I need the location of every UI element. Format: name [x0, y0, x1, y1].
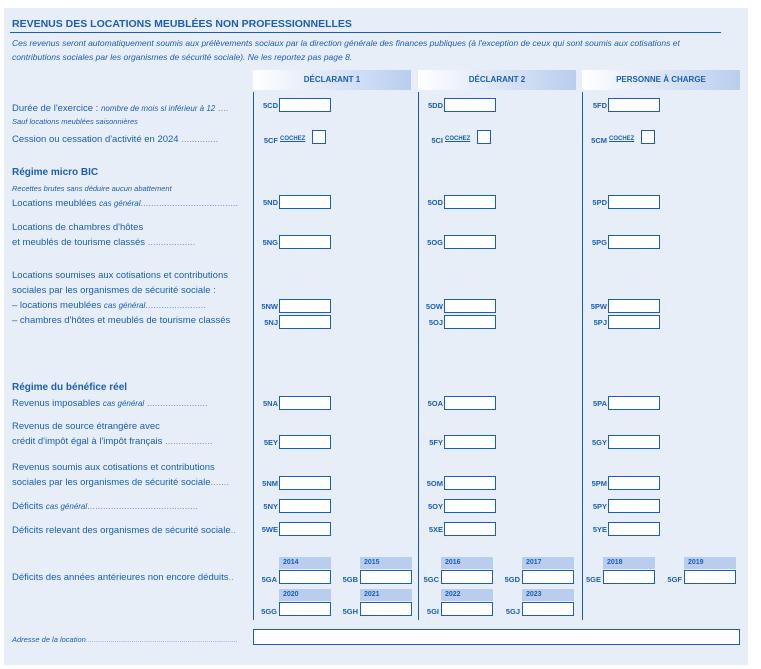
- field-code-5cd: 5CD: [262, 101, 278, 110]
- field-code-5nm: 5NM: [262, 479, 278, 488]
- label-chambres-2: et meublés de tourisme classés ..................: [12, 237, 196, 248]
- heading-micro-bic: Régime micro BIC: [12, 167, 99, 178]
- input-5ny[interactable]: [279, 499, 331, 513]
- field-code-5gc: 5GC: [423, 575, 439, 584]
- checkbox-5cf[interactable]: [312, 130, 326, 144]
- label-rev-imp: Revenus imposables cas général .......................: [12, 398, 208, 409]
- adresse-field[interactable]: [253, 629, 740, 645]
- column-declarant-1: DÉCLARANT 1: [253, 70, 411, 90]
- year-label: 2018: [603, 557, 655, 569]
- field-code-5gi: 5GI: [426, 607, 439, 616]
- field-code-5ny: 5NY: [263, 502, 278, 511]
- label-soumises-3: – locations meublées cas général.......................: [12, 300, 206, 311]
- input-5fy[interactable]: [444, 435, 496, 449]
- label-duree-sub: Sauf locations meublées saisonnières: [12, 117, 138, 126]
- year-label: 2020: [279, 589, 331, 601]
- year-label: 2022: [441, 589, 493, 601]
- input-5pa[interactable]: [608, 396, 660, 410]
- input-5gg[interactable]: [279, 602, 331, 616]
- year-label: 2016: [441, 557, 493, 569]
- label-soumises-4: – chambres d'hôtes et meublés de tourisme classés: [12, 315, 231, 326]
- field-code-5pj: 5PJ: [593, 318, 607, 327]
- input-5we[interactable]: [279, 522, 331, 536]
- input-5og[interactable]: [444, 235, 496, 249]
- input-5ow[interactable]: [444, 299, 496, 313]
- label-chambres-1: Locations de chambres d'hôtes: [12, 222, 144, 233]
- label-soumises-1: Locations soumises aux cotisations et contributions: [12, 270, 228, 281]
- field-code-5om: 5OM: [426, 479, 443, 488]
- input-5ga[interactable]: [279, 570, 331, 584]
- input-5od[interactable]: [444, 195, 496, 209]
- field-code-5nd: 5ND: [262, 198, 278, 207]
- input-5oy[interactable]: [444, 499, 496, 513]
- coche-label: COCHEZ: [609, 136, 635, 142]
- label-rev-soumis-1: Revenus soumis aux cotisations et contributions: [12, 462, 215, 473]
- label-adresse: Adresse de la location.........................................................................: [12, 635, 238, 644]
- input-5cd[interactable]: [279, 98, 331, 112]
- field-code-5gh: 5GH: [342, 607, 358, 616]
- input-5oj[interactable]: [444, 315, 496, 329]
- input-5gc[interactable]: [441, 570, 493, 584]
- column-divider: [418, 92, 419, 620]
- field-code-5oj: 5OJ: [428, 318, 443, 327]
- year-label: 2014: [279, 557, 331, 569]
- input-5nm[interactable]: [279, 476, 331, 490]
- input-5pg[interactable]: [608, 235, 660, 249]
- field-code-5nj: 5NJ: [264, 318, 278, 327]
- field-code-5od: 5OD: [427, 198, 443, 207]
- field-code-5xe: 5XE: [428, 525, 443, 534]
- intro-text: Ces revenus seront automatiquement soumis aux prélèvements sociaux par la direction générale des finances publiques (à l'exception de ceux qui sont soumis aux cotisations et contributions sociales par les organismes de sécurité sociale). Ne les reportez pas page 8.: [12, 38, 680, 62]
- field-code-5nw: 5NW: [261, 302, 278, 311]
- year-label: 2023: [522, 589, 574, 601]
- field-code-5gb: 5GB: [342, 575, 358, 584]
- field-code-5gg: 5GG: [261, 607, 277, 616]
- column-divider: [253, 92, 254, 620]
- input-5na[interactable]: [279, 396, 331, 410]
- field-code-5na: 5NA: [262, 399, 278, 408]
- input-5ge[interactable]: [603, 570, 655, 584]
- field-code-5gy: 5GY: [591, 438, 607, 447]
- input-5fd[interactable]: [608, 98, 660, 112]
- title-rule: [10, 32, 721, 33]
- input-5nj[interactable]: [279, 315, 331, 329]
- input-5oa[interactable]: [444, 396, 496, 410]
- field-code-5ye: 5YE: [592, 525, 607, 534]
- label-etranger-2: crédit d'impôt égal à l'impôt français ..................: [12, 436, 213, 447]
- label-deficits-secu: Déficits relevant des organismes de sécurité sociale..: [12, 525, 236, 536]
- field-code-5gd: 5GD: [504, 575, 520, 584]
- coche-label: COCHEZ: [280, 136, 306, 142]
- column-declarant-2: DÉCLARANT 2: [418, 70, 576, 90]
- field-code-5ng: 5NG: [262, 238, 278, 247]
- input-5gj[interactable]: [522, 602, 574, 616]
- field-code-5oa: 5OA: [427, 399, 443, 408]
- input-5pw[interactable]: [608, 299, 660, 313]
- input-5py[interactable]: [608, 499, 660, 513]
- label-deficits: Déficits cas général..........................................: [12, 501, 199, 512]
- field-code-5pw: 5PW: [590, 302, 607, 311]
- label-duree: Durée de l'exercice : nombre de mois si inférieur à 12 ....: [12, 103, 229, 114]
- input-5pd[interactable]: [608, 195, 660, 209]
- label-micro-sub: Recettes brutes sans déduire aucun abattement: [12, 184, 172, 193]
- coche-label: COCHEZ: [445, 136, 471, 142]
- field-code-5fy: 5FY: [429, 438, 443, 447]
- input-5gd[interactable]: [522, 570, 574, 584]
- field-code-5we: 5WE: [261, 525, 278, 534]
- checkbox-5ci[interactable]: [477, 130, 491, 144]
- input-5gh[interactable]: [360, 602, 412, 616]
- column-personne-charge: PERSONNE À CHARGE: [582, 70, 740, 90]
- input-5pm[interactable]: [608, 476, 660, 490]
- field-code-5fd: 5FD: [592, 101, 607, 110]
- field-code-5pg: 5PG: [591, 238, 607, 247]
- year-label: 2019: [684, 557, 736, 569]
- input-5nw[interactable]: [279, 299, 331, 313]
- field-code-5pa: 5PA: [592, 399, 607, 408]
- year-label: 2015: [360, 557, 412, 569]
- field-code-5cm: 5CM: [591, 136, 607, 145]
- input-5ng[interactable]: [279, 235, 331, 249]
- heading-reel: Régime du bénéfice réel: [12, 382, 128, 393]
- label-etranger-1: Revenus de source étrangère avec: [12, 421, 160, 432]
- input-5gf[interactable]: [684, 570, 736, 584]
- checkbox-5cm[interactable]: [641, 130, 655, 144]
- field-code-5gj: 5GJ: [505, 607, 520, 616]
- field-code-5ow: 5OW: [425, 302, 443, 311]
- input-5om[interactable]: [444, 476, 496, 490]
- input-5nd[interactable]: [279, 195, 331, 209]
- label-soumises-2: sociales par les organismes de sécurité sociale :: [12, 285, 216, 296]
- field-code-5og: 5OG: [427, 238, 443, 247]
- field-code-5py: 5PY: [592, 502, 607, 511]
- field-code-5dd: 5DD: [427, 101, 443, 110]
- input-5dd[interactable]: [444, 98, 496, 112]
- input-5pj[interactable]: [608, 315, 660, 329]
- section-title: REVENUS DES LOCATIONS MEUBLÉES NON PROFESSIONNELLES: [12, 18, 352, 30]
- input-5gy[interactable]: [608, 435, 660, 449]
- field-code-5ga: 5GA: [261, 575, 277, 584]
- field-code-5pd: 5PD: [592, 198, 607, 207]
- field-code-5pm: 5PM: [591, 479, 607, 488]
- input-5xe[interactable]: [444, 522, 496, 536]
- field-code-5cf: 5CF: [263, 136, 278, 145]
- label-cession: Cession ou cessation d'activité en 2024 ..............: [12, 134, 219, 145]
- field-code-5ge: 5GE: [585, 575, 601, 584]
- field-code-5ey: 5EY: [263, 438, 278, 447]
- year-label: 2021: [360, 589, 412, 601]
- field-code-5ci: 5CI: [431, 136, 443, 145]
- input-5gi[interactable]: [441, 602, 493, 616]
- year-label: 2017: [522, 557, 574, 569]
- input-5gb[interactable]: [360, 570, 412, 584]
- field-code-5oy: 5OY: [427, 502, 443, 511]
- input-5ey[interactable]: [279, 435, 331, 449]
- label-loc-meublees: Locations meublées cas général.....................................: [12, 198, 239, 209]
- label-anterieurs: Déficits des années antérieures non encore déduits..: [12, 572, 234, 583]
- input-5ye[interactable]: [608, 522, 660, 536]
- column-divider: [582, 92, 583, 620]
- field-code-5gf: 5GF: [667, 575, 682, 584]
- label-rev-soumis-2: sociales par les organismes de sécurité sociale.......: [12, 477, 230, 488]
